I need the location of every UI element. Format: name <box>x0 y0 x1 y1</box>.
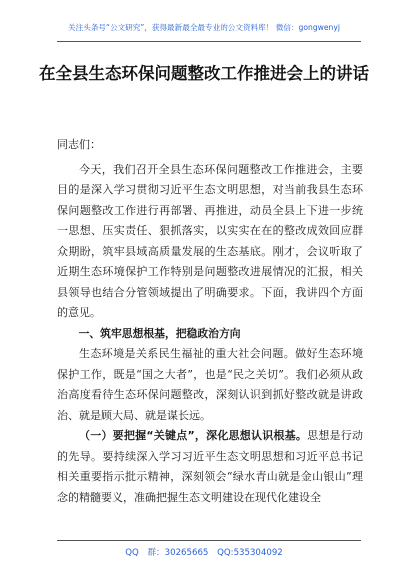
subsection-1-heading: （一）要把握“关键点”，深化思想认识根基。 <box>79 429 308 442</box>
intro-paragraph: 今天，我们召开全县生态环保问题整改工作推进会，主要目的是深入学习贯彻习近平生态文明思想，对当前我县生态环保问题整改工作进行再部署、再推进，动员全县上下进一步统一思想、压实责任、狠抓落实，以实实在在的整改成效回应群众期盼，筑牢县域高质量发展的生态基底。刚才，会议听取了近期生态环境保护工作特别是问题整改进展情况的汇报，相关县领导也结合分管领域提出了明确要求。下面，我讲四个方面的意见。 <box>57 162 363 319</box>
greeting: 同志们： <box>57 138 101 151</box>
footer <box>0 546 408 558</box>
header-promo <box>0 22 408 33</box>
subsection-1-text: 思想是行动的先导。要持续深入学习习近平生态文明思想和习近平总书记相关重要指示批示精神，深刻领会“绿水青山就是金山银山”理念的精髓要义，准确把握生态文明建设在现代化建设全 <box>57 429 363 504</box>
header-promo-text: 关注头条号“公文研究”，获得最新最全最专业的公文资料库！ 微信：gongwenyj <box>68 23 340 32</box>
footer-qq-contact: QQ:535304092 <box>217 548 283 558</box>
footer-divider <box>57 540 361 541</box>
section-heading-1: 一、筑牢思想根基，把稳政治方向 <box>78 326 241 340</box>
header-divider <box>57 41 361 42</box>
document-body <box>57 135 363 508</box>
footer-qq-group: QQ 群：30265665 <box>125 548 209 558</box>
subsection-1-paragraph <box>57 426 363 508</box>
section-1-paragraph: 生态环境是关系民生福祉的重大社会问题。做好生态环境保护工作，既是“国之大者”，也是“民之关切”。我们必须从政治高度看待生态环保问题整改，深刻认识到抓好整改就是讲政治、就是顾大局、就是谋长远。 <box>57 347 363 422</box>
document-title: 在全县生态环保问题整改工作推进会上的讲话 <box>39 64 369 83</box>
